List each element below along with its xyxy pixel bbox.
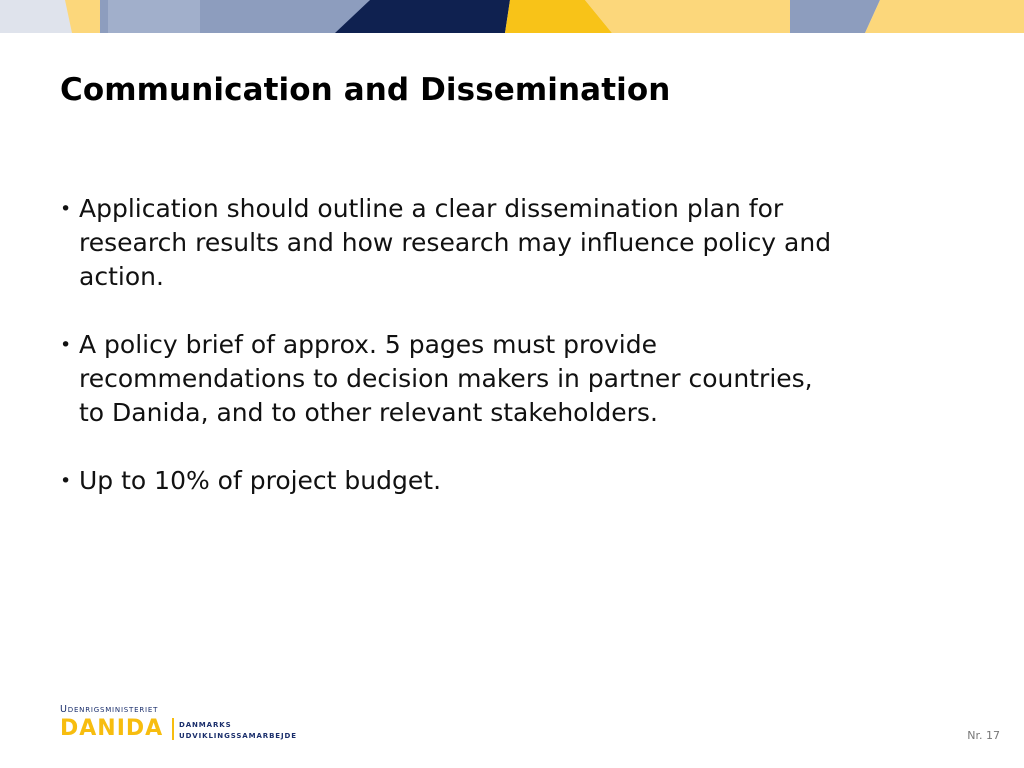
- bullet-line: Up to 10% of project budget.: [79, 466, 442, 495]
- bullet-line: research results and how research may influence policy and: [79, 228, 832, 257]
- bullet-item: [60, 192, 960, 294]
- header-decorative-banner: [0, 0, 1024, 33]
- slide-title: Communication and Dissemination: [60, 72, 671, 108]
- bullet-list: [60, 192, 960, 532]
- bullet-marker: •: [60, 334, 72, 356]
- logo-tagline-line: DANMARKS: [179, 721, 232, 729]
- bullet-line: recommendations to decision makers in partner countries,: [79, 364, 813, 393]
- logo-tagline-line: UDVIKLINGSSAMARBEJDE: [179, 732, 297, 740]
- logo-divider: [172, 718, 174, 740]
- banner-light-yellow-band-right: [865, 0, 1024, 33]
- bullet-line: to Danida, and to other relevant stakeholders.: [79, 398, 658, 427]
- bullet-item: [60, 328, 960, 430]
- bullet-marker: •: [60, 198, 72, 220]
- bullet-line: A policy brief of approx. 5 pages must provide: [79, 330, 657, 359]
- bullet-line: Application should outline a clear dissemination plan for: [79, 194, 784, 223]
- danida-logo: [60, 704, 300, 744]
- page-number: Nr. 17: [967, 729, 1000, 742]
- logo-tagline: [179, 720, 297, 742]
- banner-steel-blue-band-right: [790, 0, 880, 33]
- banner-light-yellow-band: [585, 0, 790, 33]
- banner-light-blue-band: [108, 0, 200, 33]
- bullet-line: action.: [79, 262, 164, 291]
- bullet-item: [60, 464, 960, 498]
- ministry-name: Udenrigsministeriet: [60, 704, 159, 715]
- danida-wordmark: DANIDA: [60, 716, 164, 741]
- bullet-marker: •: [60, 470, 72, 492]
